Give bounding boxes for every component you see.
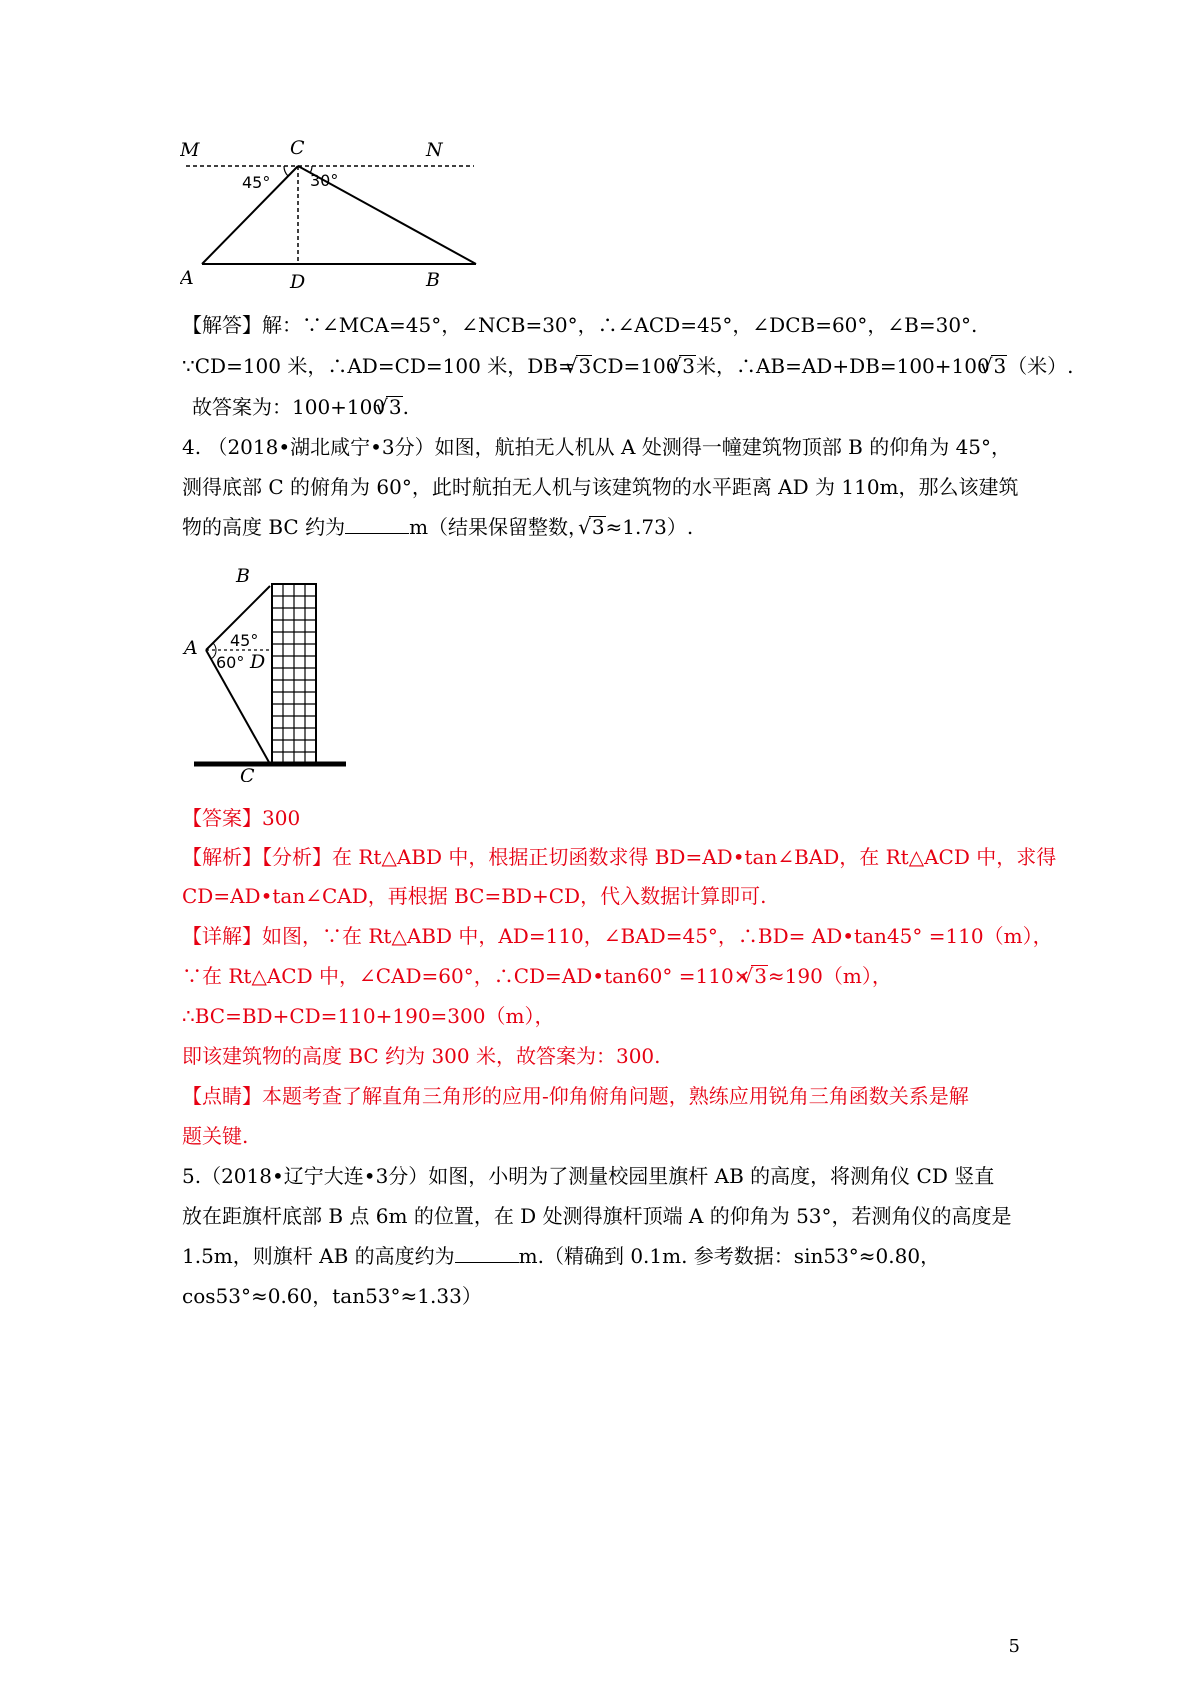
angle-arc-top — [213, 643, 216, 650]
sqrt-three: √ 3 — [991, 355, 1007, 376]
answer4-detail3: ∴BC=BD+CD=110+190=300（m）， — [182, 1004, 555, 1028]
figure-triangle-mcn — [180, 140, 500, 290]
sqrt-three: √ 3 — [679, 355, 695, 376]
text-part: 故答案为：100+100 — [192, 395, 386, 419]
text-part: m（结果保留整数， — [409, 515, 589, 539]
text-part: ∵在 Rt△ACD 中，∠CAD=60°，∴CD=AD•tan60° =110× — [182, 964, 751, 988]
label-c: C — [240, 765, 255, 782]
label-m: M — [180, 140, 200, 161]
label-n: N — [426, 140, 443, 161]
answer4-detail4: 即该建筑物的高度 BC 约为 300 米，故答案为：300. — [182, 1044, 661, 1068]
question5-line2: 放在距旗杆底部 B 点 6m 的位置，在 D 处测得旗杆顶端 A 的仰角为 53°，若测角仪的高度是 — [182, 1204, 1012, 1228]
sqrt-three: √ 3 — [386, 396, 402, 417]
answer4-detail2 — [182, 962, 892, 990]
question5-line4: cos53°≈0.60，tan53°≈1.33） — [182, 1284, 482, 1308]
sqrt-three: √ 3 — [751, 965, 767, 986]
text-part: CD=100 — [592, 354, 679, 378]
answer4-answer: 【答案】300 — [182, 806, 301, 830]
text-part: （米）. — [1007, 354, 1074, 378]
answer4-comment2: 题关键. — [182, 1124, 249, 1148]
page-number: 5 — [1008, 1636, 1020, 1657]
sqrt-three: √ 3 — [589, 516, 605, 537]
label-c: C — [290, 140, 305, 159]
angle-arc-left — [284, 166, 288, 176]
answer4-analysis1: 【解析】【分析】在 Rt△ABD 中，根据正切函数求得 BD=AD•tan∠BAD，在 Rt△ACD 中，求得 — [182, 845, 1057, 869]
figure-drone-building — [180, 562, 360, 782]
text-part: m.（精确到 0.1m. 参考数据：sin53°≈0.80， — [518, 1244, 941, 1268]
text-part: 物的高度 BC 约为 — [182, 515, 346, 539]
angle-label-60: 60° — [216, 653, 245, 672]
building-grid — [272, 584, 316, 764]
label-d: D — [290, 271, 306, 290]
text-part: ≈190（m）， — [767, 964, 892, 988]
question4-line3 — [182, 513, 693, 541]
angle-label-30: 30° — [310, 171, 339, 190]
question4-line2: 测得底部 C 的俯角为 60°，此时航拍无人机与该建筑物的水平距离 AD 为 110m，那么该建筑 — [182, 475, 1019, 499]
solution3-line2 — [182, 352, 1074, 380]
answer-blank — [455, 1244, 519, 1263]
label-b: B — [426, 269, 440, 290]
answer-blank — [345, 515, 409, 534]
answer4-analysis2: CD=AD•tan∠CAD，再根据 BC=BD+CD，代入数据计算即可. — [182, 884, 767, 908]
solution3-line3 — [192, 393, 409, 421]
text-part: . — [402, 395, 409, 419]
label-b: B — [236, 565, 250, 587]
label-d: D — [250, 651, 266, 673]
angle-label-45: 45° — [230, 631, 259, 650]
answer4-comment1: 【点睛】本题考查了解直角三角形的应用-仰角俯角问题，熟练应用锐角三角函数关系是解 — [182, 1084, 969, 1108]
answer4-detail1: 【详解】如图，∵在 Rt△ABD 中，AD=110，∠BAD=45°，∴BD= AD•tan45° =110（m）， — [182, 924, 1053, 948]
text-part: ≈1.73）. — [605, 515, 694, 539]
question5-line3 — [182, 1242, 940, 1270]
question4-line1: 4. （2018•湖北咸宁•3分）如图，航拍无人机从 A 处测得一幢建筑物顶部 B 的仰角为 45°， — [182, 435, 1012, 459]
text-part: 米，∴AB=AD+DB=100+100 — [695, 354, 990, 378]
text-part: 1.5m，则旗杆 AB 的高度约为 — [182, 1244, 455, 1268]
question5-line1: 5.（2018•辽宁大连•3分）如图，小明为了测量校园里旗杆 AB 的高度，将测角仪 CD 竖直 — [182, 1164, 995, 1188]
label-a: A — [180, 267, 194, 289]
solution3-line1: 【解答】解：∵∠MCA=45°，∠NCB=30°，∴∠ACD=45°，∠DCB=60°，∠B=30°. — [182, 313, 978, 337]
label-a: A — [184, 637, 198, 659]
angle-label-45: 45° — [242, 173, 271, 192]
sqrt-three: √ 3 — [576, 355, 592, 376]
text-part: ∵CD=100 米，∴AD=CD=100 米，DB= — [182, 354, 575, 378]
